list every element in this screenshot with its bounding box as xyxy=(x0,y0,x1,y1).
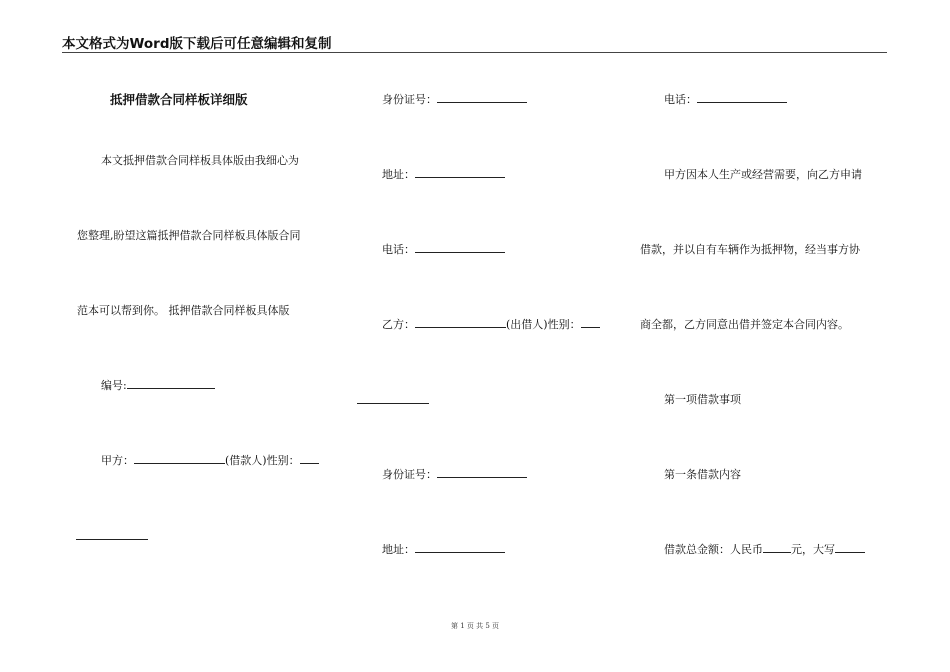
phone-blank-1[interactable] xyxy=(415,243,505,253)
id-blank-1[interactable] xyxy=(437,93,527,103)
address-label-2: 地址： xyxy=(382,543,415,556)
party-b-role: (出借人)性别： xyxy=(506,318,581,331)
phone-field-2 xyxy=(664,93,787,107)
intro-line-1: 本文抵押借款合同样板具体版由我细心为 xyxy=(101,154,299,167)
id-blank-2[interactable] xyxy=(437,468,527,478)
article-heading: 第一条借款内容 xyxy=(664,468,741,481)
phone-field-1 xyxy=(382,243,505,257)
document-title: 抵押借款合同样板详细版 xyxy=(110,92,248,107)
party-a-name-blank[interactable] xyxy=(134,454,225,464)
party-b-continuation-blank[interactable] xyxy=(357,403,429,404)
purpose-line-2: 借款，并以自有车辆作为抵押物，经当事方协 xyxy=(640,243,860,256)
address-label-1: 地址： xyxy=(382,168,415,181)
intro-line-3: 范本可以帮到你。 抵押借款合同样板具体版 xyxy=(77,304,290,317)
phone-blank-2[interactable] xyxy=(697,93,787,103)
document-header: 本文格式为Word版下载后可任意编辑和复制 xyxy=(62,36,332,52)
party-b-name-blank[interactable] xyxy=(415,318,506,328)
id-field-2 xyxy=(382,468,527,482)
number-field xyxy=(101,379,215,393)
number-blank[interactable] xyxy=(127,379,215,389)
amount-figure-blank[interactable] xyxy=(763,543,791,553)
address-field-1 xyxy=(382,168,505,182)
intro-line-2: 您整理,盼望这篇抵押借款合同样板具体版合同 xyxy=(77,229,301,242)
amount-label: 借款总金额：人民币 xyxy=(664,543,763,556)
phone-label-2: 电话： xyxy=(664,93,697,106)
purpose-line-1: 甲方因本人生产或经营需要，向乙方申请 xyxy=(664,168,862,181)
address-blank-1[interactable] xyxy=(415,168,505,178)
party-a-label: 甲方： xyxy=(101,454,134,467)
party-a-role: (借款人)性别： xyxy=(225,454,300,467)
party-a-continuation-blank[interactable] xyxy=(76,539,148,540)
page-number: 第 1 页 共 5 页 xyxy=(450,622,500,630)
id-label-1: 身份证号： xyxy=(382,93,437,106)
header-rule xyxy=(62,52,887,53)
address-blank-2[interactable] xyxy=(415,543,505,553)
id-field-1 xyxy=(382,93,527,107)
phone-label-1: 电话： xyxy=(382,243,415,256)
party-b-label: 乙方： xyxy=(382,318,415,331)
loan-amount-field xyxy=(664,543,865,557)
party-b-field xyxy=(382,318,600,332)
section-heading: 第一项借款事项 xyxy=(664,393,741,406)
purpose-line-3: 商全都，乙方同意出借并签定本合同内容。 xyxy=(640,318,849,331)
amount-words-blank[interactable] xyxy=(835,543,865,553)
party-b-gender-blank[interactable] xyxy=(581,318,600,328)
party-a-field xyxy=(101,454,319,468)
id-label-2: 身份证号： xyxy=(382,468,437,481)
amount-unit: 元，大写 xyxy=(791,543,835,556)
party-a-gender-blank[interactable] xyxy=(300,454,319,464)
address-field-2 xyxy=(382,543,505,557)
number-label: 编号: xyxy=(101,379,127,392)
